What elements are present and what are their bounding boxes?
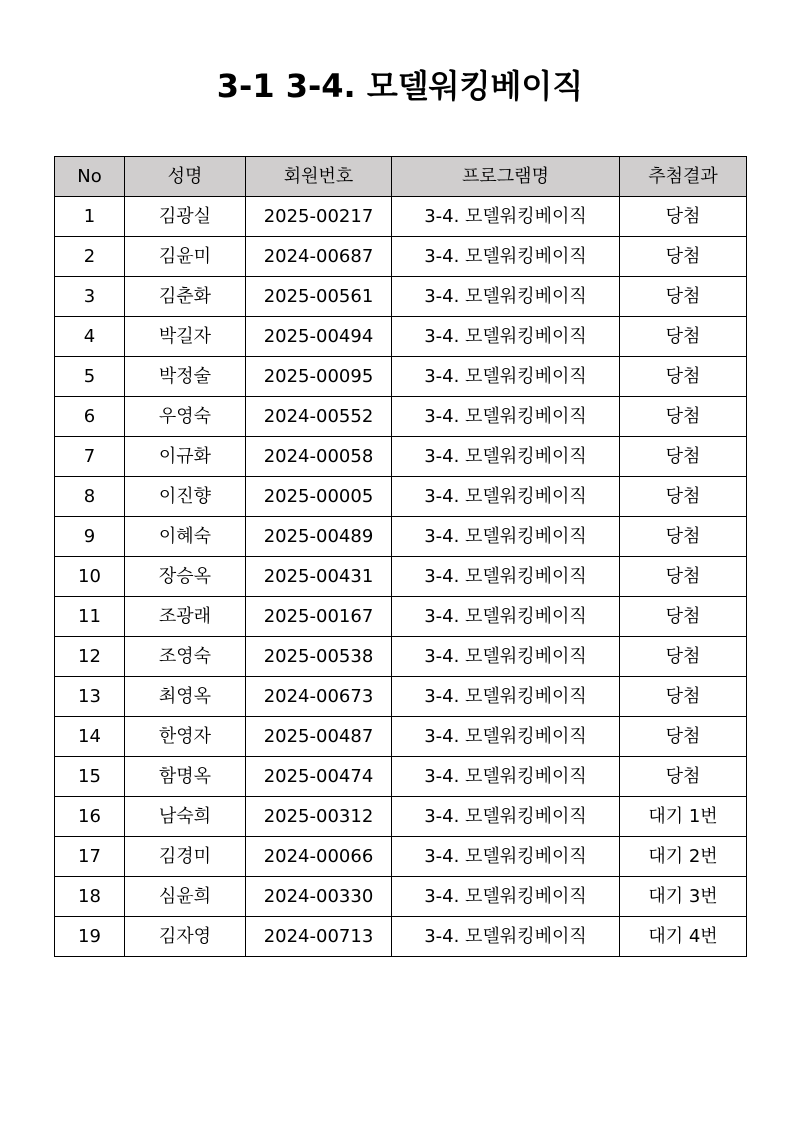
cell-name: 남숙희 [125, 797, 246, 837]
cell-no: 12 [55, 637, 125, 677]
cell-member-id: 2024-00687 [246, 237, 392, 277]
table-row [55, 437, 747, 477]
cell-result: 당첨 [620, 597, 747, 637]
table-row [55, 237, 747, 277]
cell-no: 6 [55, 397, 125, 437]
header-row [55, 157, 747, 197]
cell-program: 3-4. 모델워킹베이직 [392, 757, 620, 797]
table-row [55, 397, 747, 437]
cell-program: 3-4. 모델워킹베이직 [392, 197, 620, 237]
cell-result: 당첨 [620, 717, 747, 757]
table-row [55, 317, 747, 357]
cell-name: 함명옥 [125, 757, 246, 797]
header-program: 프로그램명 [392, 157, 620, 197]
cell-program: 3-4. 모델워킹베이직 [392, 557, 620, 597]
table-row [55, 277, 747, 317]
cell-program: 3-4. 모델워킹베이직 [392, 677, 620, 717]
cell-program: 3-4. 모델워킹베이직 [392, 597, 620, 637]
table-row [55, 597, 747, 637]
cell-program: 3-4. 모델워킹베이직 [392, 717, 620, 757]
cell-no: 8 [55, 477, 125, 517]
cell-result: 당첨 [620, 317, 747, 357]
cell-member-id: 2024-00066 [246, 837, 392, 877]
table-row [55, 477, 747, 517]
cell-program: 3-4. 모델워킹베이직 [392, 797, 620, 837]
cell-program: 3-4. 모델워킹베이직 [392, 637, 620, 677]
header-name: 성명 [125, 157, 246, 197]
cell-result: 당첨 [620, 637, 747, 677]
cell-name: 이진향 [125, 477, 246, 517]
cell-no: 1 [55, 197, 125, 237]
cell-result: 대기 1번 [620, 797, 747, 837]
cell-member-id: 2025-00217 [246, 197, 392, 237]
cell-name: 이혜숙 [125, 517, 246, 557]
table-row [55, 677, 747, 717]
cell-member-id: 2025-00474 [246, 757, 392, 797]
cell-name: 이규화 [125, 437, 246, 477]
cell-name: 김자영 [125, 917, 246, 957]
cell-no: 5 [55, 357, 125, 397]
table-row [55, 557, 747, 597]
cell-program: 3-4. 모델워킹베이직 [392, 277, 620, 317]
cell-name: 박길자 [125, 317, 246, 357]
cell-name: 심윤희 [125, 877, 246, 917]
cell-result: 당첨 [620, 677, 747, 717]
cell-name: 김경미 [125, 837, 246, 877]
cell-no: 18 [55, 877, 125, 917]
table-row [55, 877, 747, 917]
cell-program: 3-4. 모델워킹베이직 [392, 517, 620, 557]
cell-program: 3-4. 모델워킹베이직 [392, 837, 620, 877]
cell-no: 9 [55, 517, 125, 557]
cell-member-id: 2025-00005 [246, 477, 392, 517]
cell-name: 김광실 [125, 197, 246, 237]
table-body [55, 197, 747, 957]
cell-program: 3-4. 모델워킹베이직 [392, 917, 620, 957]
cell-name: 김윤미 [125, 237, 246, 277]
table-row [55, 717, 747, 757]
cell-member-id: 2025-00494 [246, 317, 392, 357]
cell-program: 3-4. 모델워킹베이직 [392, 477, 620, 517]
cell-result: 당첨 [620, 397, 747, 437]
cell-program: 3-4. 모델워킹베이직 [392, 437, 620, 477]
cell-member-id: 2025-00561 [246, 277, 392, 317]
cell-result: 당첨 [620, 197, 747, 237]
cell-result: 당첨 [620, 277, 747, 317]
cell-member-id: 2024-00673 [246, 677, 392, 717]
document-title: 3-1 3-4. 모델워킹베이직 [216, 67, 584, 105]
cell-no: 7 [55, 437, 125, 477]
cell-no: 17 [55, 837, 125, 877]
header-no: No [55, 157, 125, 197]
table-row [55, 197, 747, 237]
cell-member-id: 2025-00167 [246, 597, 392, 637]
cell-name: 조영숙 [125, 637, 246, 677]
cell-name: 조광래 [125, 597, 246, 637]
header-member-id: 회원번호 [246, 157, 392, 197]
table-row [55, 357, 747, 397]
cell-no: 3 [55, 277, 125, 317]
cell-member-id: 2024-00552 [246, 397, 392, 437]
table-row [55, 797, 747, 837]
table-row [55, 637, 747, 677]
table-row [55, 917, 747, 957]
cell-member-id: 2025-00487 [246, 717, 392, 757]
cell-result: 당첨 [620, 557, 747, 597]
cell-result: 당첨 [620, 437, 747, 477]
cell-no: 15 [55, 757, 125, 797]
cell-result: 당첨 [620, 757, 747, 797]
cell-name: 한영자 [125, 717, 246, 757]
cell-member-id: 2024-00330 [246, 877, 392, 917]
table-row [55, 517, 747, 557]
cell-name: 김춘화 [125, 277, 246, 317]
cell-no: 2 [55, 237, 125, 277]
cell-result: 대기 4번 [620, 917, 747, 957]
cell-name: 박정술 [125, 357, 246, 397]
table-row [55, 757, 747, 797]
cell-no: 19 [55, 917, 125, 957]
lottery-result-table [54, 156, 747, 957]
cell-name: 최영옥 [125, 677, 246, 717]
cell-no: 16 [55, 797, 125, 837]
cell-name: 장승옥 [125, 557, 246, 597]
cell-program: 3-4. 모델워킹베이직 [392, 237, 620, 277]
cell-program: 3-4. 모델워킹베이직 [392, 397, 620, 437]
cell-no: 10 [55, 557, 125, 597]
cell-name: 우영숙 [125, 397, 246, 437]
cell-no: 4 [55, 317, 125, 357]
cell-no: 14 [55, 717, 125, 757]
cell-no: 11 [55, 597, 125, 637]
table-header [55, 157, 747, 197]
cell-result: 대기 2번 [620, 837, 747, 877]
header-result: 추첨결과 [620, 157, 747, 197]
cell-member-id: 2024-00058 [246, 437, 392, 477]
cell-member-id: 2025-00431 [246, 557, 392, 597]
cell-member-id: 2024-00713 [246, 917, 392, 957]
cell-no: 13 [55, 677, 125, 717]
cell-result: 당첨 [620, 237, 747, 277]
cell-member-id: 2025-00312 [246, 797, 392, 837]
cell-program: 3-4. 모델워킹베이직 [392, 877, 620, 917]
cell-result: 당첨 [620, 357, 747, 397]
cell-member-id: 2025-00489 [246, 517, 392, 557]
cell-program: 3-4. 모델워킹베이직 [392, 357, 620, 397]
cell-member-id: 2025-00538 [246, 637, 392, 677]
cell-result: 당첨 [620, 477, 747, 517]
cell-program: 3-4. 모델워킹베이직 [392, 317, 620, 357]
cell-member-id: 2025-00095 [246, 357, 392, 397]
cell-result: 대기 3번 [620, 877, 747, 917]
cell-result: 당첨 [620, 517, 747, 557]
table-row [55, 837, 747, 877]
